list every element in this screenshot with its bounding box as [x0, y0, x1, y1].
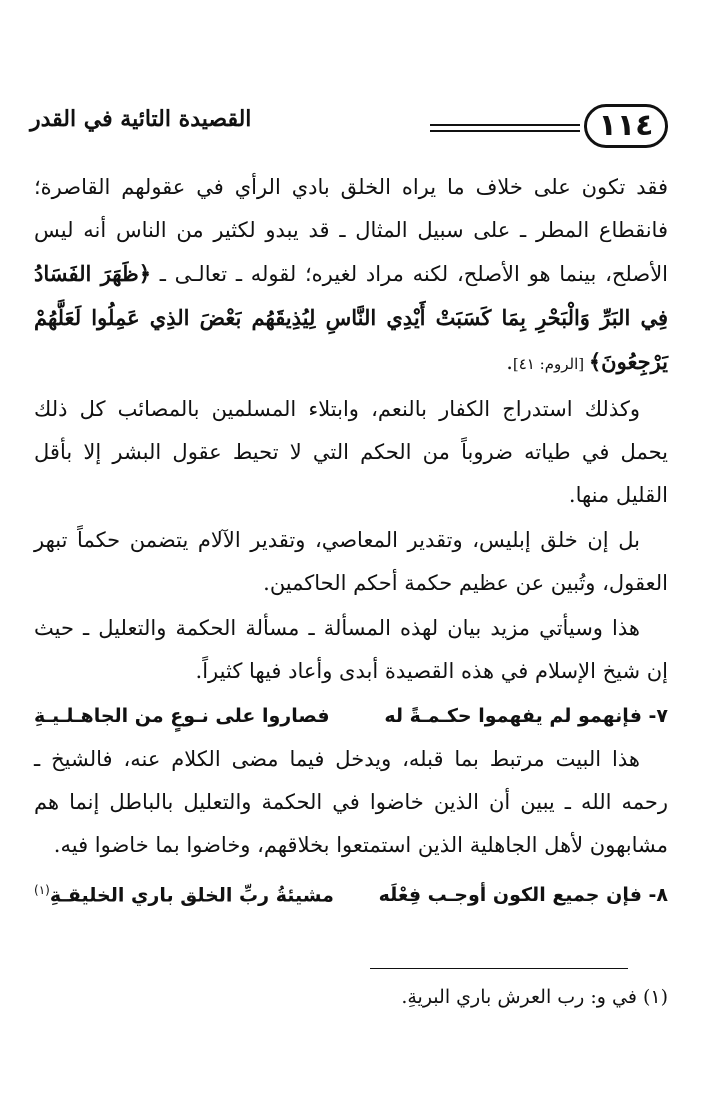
footnote-separator	[370, 968, 628, 969]
paragraph-end: .	[506, 350, 513, 374]
verse-reference: [الروم: ٤١]	[512, 355, 589, 373]
verse-text: مشيئةُ ربِّ الخلق باري الخليقـةِ	[49, 884, 334, 907]
paragraph: هذا البيت مرتبط بما قبله، ويدخل فيما مضى الكلام عنه، فالشيخ ـ رحمه الله ـ يبين أن الذين خاضوا في الحكمة والتعليل بالباطل إنما هم مشابهون لأهل الجاهلية الذين استمتعوا بخلاقهم، وخاضوا بما خاضوا فيه.	[34, 747, 668, 857]
verse-first-hemistich: ٧- فإنهمو لم يفهموا حكـمـةً له	[384, 705, 668, 727]
poem-verse-8	[34, 869, 668, 912]
verse-first-hemistich: ٨- فإن جميع الكون أوجـب فِعْلَه	[378, 884, 668, 907]
footnote-marker: (١)	[34, 883, 50, 897]
paragraph: بل إن خلق إبليس، وتقدير المعاصي، وتقدير الآلام يتضمن حكماً تبهر العقول، وتُبين عن عظيم حكمة أحكم الحاكمين.	[34, 528, 668, 595]
page-number: ١١٤	[584, 104, 668, 148]
verse-second-hemistich	[34, 869, 334, 917]
quran-verse: ﴿ظَهَرَ الفَسَادُ فِي البَرِّ وَالْبَحْرِ بِمَا كَسَبَتْ أَيْدِي النَّاسِ لِيُذِيقَهُم بَعْضَ الذِي عَمِلُوا لَعَلَّهُمْ يَرْجِعُونَ﴾	[34, 261, 668, 374]
running-title: القصيدة التائية في القدر	[30, 106, 252, 132]
verse-second-hemistich: فصاروا على نـوعٍ من الجاهـلـيـةِ	[34, 705, 330, 727]
footnote: (١) في و: رب العرش باري البريةِ.	[401, 986, 668, 1008]
header-rule	[430, 124, 580, 132]
paragraph: هذا وسيأتي مزيد بيان لهذه المسألة ـ مسألة الحكمة والتعليل ـ حيث إن شيخ الإسلام في هذه القصيدة أبدى وأعاد فيها كثيراً.	[34, 616, 668, 683]
main-text	[34, 166, 668, 912]
poem-verse-7	[34, 695, 668, 738]
page-header	[30, 100, 670, 160]
paragraph: وكذلك استدراج الكفار بالنعم، وابتلاء المسلمين بالمصائب كل ذلك يحمل في طياته ضروباً من الحكم التي لا تحيط عقول البشر إلا بأقل القليل منها.	[34, 397, 668, 507]
paragraph-text: فقد تكون على خلاف ما يراه الخلق بادي الرأي في عقولهم القاصرة؛ فانقطاع المطر ـ على سبيل المثال ـ قد يبدو لكثير من الناس أنه ليس الأصلح، بينما هو الأصلح، لكنه مراد لغيره؛ لقوله ـ تعالـى ـ	[34, 175, 669, 286]
paragraph	[34, 166, 668, 386]
